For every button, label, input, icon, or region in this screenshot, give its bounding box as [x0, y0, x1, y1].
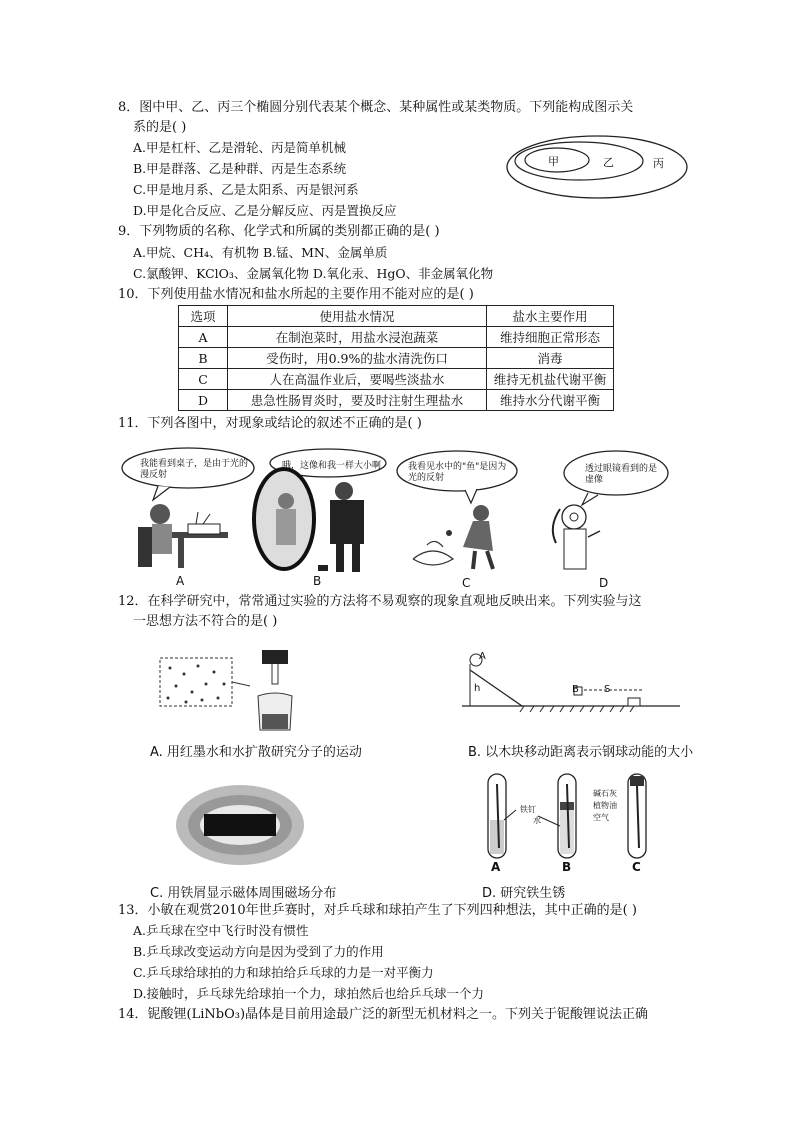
q12-stem-line2: 一思想方法不符合的是( ) — [133, 614, 278, 629]
q8-option-a: A.甲是杠杆、乙是滑轮、丙是简单机械 — [133, 140, 347, 155]
q11-label-a: A — [176, 574, 185, 588]
q12-figb-label-b: B — [572, 684, 579, 695]
q12-caption-d: D. 研究铁生锈 — [482, 886, 566, 901]
q12-figure-a-diffusion — [158, 640, 298, 735]
q8-stem-line1: 8．图中甲、乙、丙三个椭圆分别代表某个概念、某种属性或某类物质。下列能构成图示关 — [118, 100, 634, 115]
q12-caption-a: A. 用红墨水和水扩散研究分子的运动 — [150, 745, 362, 760]
q8-option-b: B.甲是群落、乙是种群、丙是生态系统 — [133, 161, 347, 176]
q12-figd-label-nail: 铁钉 — [520, 805, 536, 814]
q12-caption-b: B. 以木块移动距离表示钢球动能的大小 — [468, 745, 694, 760]
table-cell: 维持细胞正常形态 — [487, 327, 614, 348]
q12-figd-label-oil: 植物油 — [593, 801, 617, 810]
table-cell: 维持无机盐代谢平衡 — [487, 369, 614, 390]
q10-table — [178, 305, 614, 411]
q9-options-row1: A.甲烷、CH₄、有机物 B.锰、MN、金属单质 — [133, 245, 388, 260]
table-cell: C — [179, 369, 228, 390]
q12-stem-line1: 12．在科学研究中，常常通过实验的方法将不易观察的现象直观地反映出来。下列实验与这 — [118, 594, 642, 609]
table-cell: B — [179, 348, 228, 369]
q11-label-c: C — [462, 576, 471, 590]
q13-stem: 13．小敏在观赏2010年世乒赛时，对乒乓球和球拍产生了下列四种想法，其中正确的是( ) — [118, 903, 637, 918]
table-cell: 消毒 — [487, 348, 614, 369]
q13-option-d: D.接触时，乒乓球先给球拍一个力，球拍然后也给乒乓球一个力 — [133, 986, 485, 1001]
q11-bubble-a: 我能看到桌子，是由于光的漫反射 — [140, 459, 249, 480]
q10-stem: 10．下列使用盐水情况和盐水所起的主要作用不能对应的是( ) — [118, 287, 474, 302]
q11-label-d: D — [599, 576, 609, 590]
q12-figd-tube-b: B — [562, 860, 572, 874]
table-header-cell: 盐水主要作用 — [487, 306, 614, 327]
q11-bubble-c: 我看见水中的"鱼"是因为光的反射 — [408, 462, 507, 483]
table-row — [179, 369, 614, 390]
q8-ellipse-label-yi: 乙 — [603, 156, 614, 169]
q12-figb-label-h: h — [474, 683, 481, 694]
q12-figb-label-s: S — [604, 684, 611, 695]
table-cell: A — [179, 327, 228, 348]
q11-stem: 11．下列各图中，对现象或结论的叙述不正确的是( ) — [118, 416, 422, 431]
q13-option-a: A.乒乓球在空中飞行时没有惯性 — [133, 923, 309, 938]
q11-bubble-b: 哦，这像和我一样大小啊 — [282, 461, 382, 471]
q12-figure-d-rust — [480, 770, 660, 866]
table-cell: 患急性肠胃炎时，要及时注射生理盐水 — [228, 390, 487, 411]
q12-figure-c-magnet — [174, 782, 306, 868]
table-cell: 在制泡菜时，用盐水浸泡蔬菜 — [228, 327, 487, 348]
table-row — [179, 327, 614, 348]
q8-option-d: D.甲是化合反应、乙是分解反应、丙是置换反应 — [133, 203, 397, 218]
q8-ellipse-label-bing: 丙 — [653, 157, 664, 170]
q14-stem: 14．铌酸锂(LiNbO₃)晶体是目前用途最广泛的新型无机材料之一。下列关于铌酸锂说法正确 — [118, 1007, 649, 1022]
q12-figd-label-air: 空气 — [593, 813, 609, 822]
q12-figb-label-a: A — [479, 651, 486, 662]
q8-option-c: C.甲是地月系、乙是太阳系、丙是银河系 — [133, 182, 359, 197]
table-cell: 受伤时，用0.9%的盐水清洗伤口 — [228, 348, 487, 369]
q12-figd-tube-c: C — [632, 860, 641, 874]
table-row — [179, 348, 614, 369]
q9-options-row2: C.氯酸钾、KClO₃、金属氧化物 D.氧化汞、HgO、非金属氧化物 — [133, 266, 494, 281]
q8-ellipse-label-jia: 甲 — [548, 155, 559, 168]
table-header-cell: 使用盐水情况 — [228, 306, 487, 327]
q13-option-c: C.乒乓球给球拍的力和球拍给乒乓球的力是一对平衡力 — [133, 965, 434, 980]
q8-stem-line2: 系的是( ) — [133, 120, 187, 135]
table-row — [179, 390, 614, 411]
q11-label-b: B — [313, 574, 322, 588]
q12-figd-label-soda-lime: 碱石灰 — [593, 789, 617, 798]
table-header-cell: 选项 — [179, 306, 228, 327]
q12-figd-tube-a: A — [491, 860, 501, 874]
q11-bubble-d: 透过眼镜看到的是虚像 — [585, 464, 658, 485]
table-cell: 人在高温作业后，要喝些淡盐水 — [228, 369, 487, 390]
q9-stem: 9．下列物质的名称、化学式和所属的类别都正确的是( ) — [118, 224, 440, 239]
table-cell: D — [179, 390, 228, 411]
table-cell: 维持水分代谢平衡 — [487, 390, 614, 411]
q12-figd-label-water: 水 — [533, 816, 541, 825]
q12-caption-c: C. 用铁屑显示磁体周围磁场分布 — [150, 886, 337, 901]
q13-option-b: B.乒乓球改变运动方向是因为受到了力的作用 — [133, 944, 384, 959]
table-header-row — [179, 306, 614, 327]
